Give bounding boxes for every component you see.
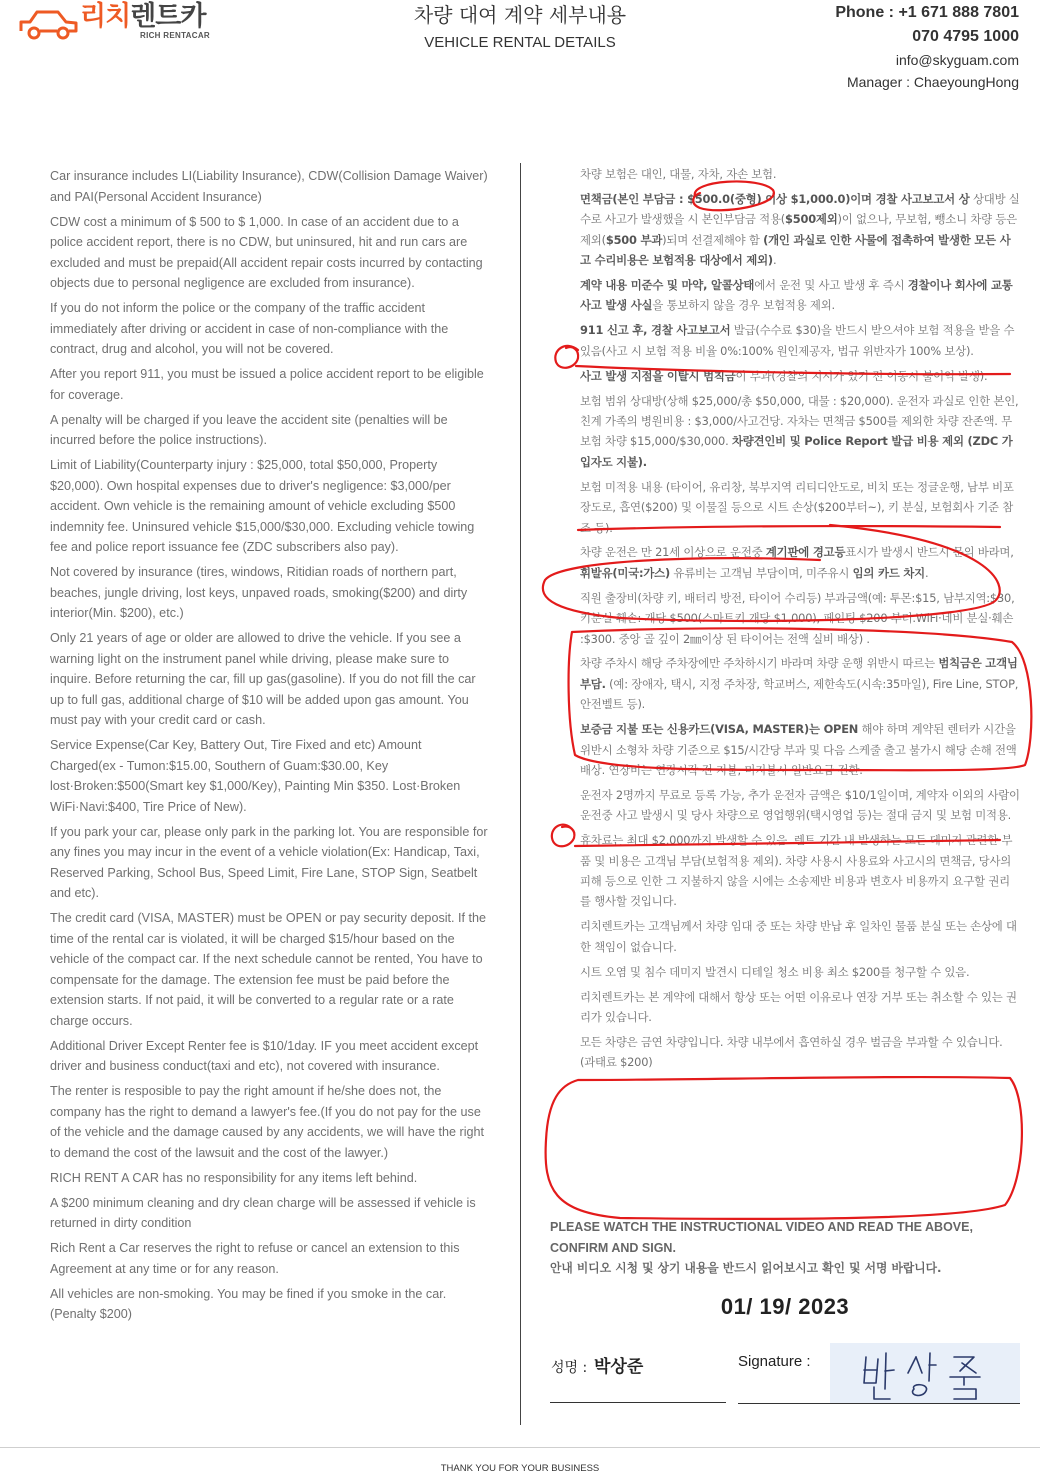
term-ko: 911 신고 후, 경찰 사고보고서 발급(수수료 $30)을 반드시 받으셔야 보험 적용을 받을 수 있음(사고 시 보험 적용 비율 0%:100% 원인제공자, 법규 위반자가 100% 보상). bbox=[580, 323, 1015, 358]
term-ko: 리치렌트카는 본 계약에 대해서 항상 또는 어떤 이유로나 연장 거부 또는 취소할 수 있는 권리가 있습니다. bbox=[580, 989, 1017, 1024]
acknowledgement bbox=[550, 1217, 1020, 1279]
term-ko: 보증금 지불 또는 신용카드(VISA, MASTER)는 OPEN 해야 하며 계약된 렌터카 시간을 위반시 소형차 차량 기준으로 $15/시간당 부과 및 다음 스케줄 출고 불가시 해당 손해 전액 배상. 연장비는 연장시작 전 지불, 미지불시 일반요금 전환. bbox=[580, 722, 1017, 777]
manager: Manager : ChaeyoungHong bbox=[846, 74, 1019, 90]
ack-ko: 안내 비디오 시청 및 상기 내용을 반드시 읽어보시고 확인 및 서명 바랍니다. bbox=[550, 1261, 942, 1275]
phone-primary: Phone : +1 671 888 7801 bbox=[835, 4, 1019, 21]
term-en: The renter is resposible to pay the right amount if he/she does not, the company has the right to demand a lawyer's fee.(If you do not pay for the use of the vehicle and the damage caused by any accidents, we will have the right to demand the cost of the lawsuit and the cost of the lawyer.) bbox=[50, 1084, 485, 1160]
term-en: Car insurance includes LI(Liability Insurance), CDW(Collision Damage Waiver) and PAI(Personal Accident Insurance) bbox=[50, 169, 488, 204]
term-ko: 사고 발생 지점을 이탈시 범칙금이 부과(경찰의 지시가 있기 전 이동시 불이익 발생). bbox=[580, 368, 988, 383]
contact-block bbox=[835, 4, 1019, 90]
term-ko: 계약 내용 미준수 및 마약, 알콜상태에서 운전 및 사고 발생 후 즉시 경찰이나 회사에 교통 사고 발생 사실을 통보하지 않을 경우 보험적용 제외. bbox=[580, 278, 1013, 313]
term-en: Not covered by insurance (tires, windows, Ritidian roads of northern part, beaches, jungle driving, lost keys, unpaved roads, smoking($200) and dirty interior(Min. $200), etc.) bbox=[50, 565, 468, 620]
name-label: 성명 : bbox=[551, 1360, 588, 1376]
email: info@skyguam.com bbox=[895, 52, 1019, 68]
oval-liability-smoking bbox=[546, 1077, 1022, 1219]
column-divider bbox=[520, 163, 521, 1425]
brand-name-ko: 리치렌트카 bbox=[80, 1, 206, 32]
term-ko: 직원 출장비(차량 키, 배터리 방전, 타이어 수리등) 부과금액(예: 투몬:$15, 남부지역:$30, 키분실·훼손: 개당 $500(스마트키 개당 $1,000), 페인팅 $200 부터.WiFi·네비 분실·훼손 :$300. 중앙 골 깊이 2㎜이상 된 타이어는 전액 실비 배상) . bbox=[580, 590, 1015, 646]
signed-date: 01/ 19/ 2023 bbox=[720, 1294, 850, 1319]
ack-en-line2: CONFIRM AND SIGN. bbox=[550, 1240, 676, 1255]
term-ko: 운전자 2명까지 무료로 등록 가능, 추가 운전자 금액은 $10/1일이며, 계약자 이외의 사람이 운전중 사고 발생시 및 당사 차량으로 영업행위(택시영업 등)는 절대 금지 및 보험 미적용. bbox=[580, 787, 1020, 823]
brand-name-en: RICH RENTACAR bbox=[140, 31, 210, 40]
term-en: If you do not inform the police or the company of the traffic accident immediately after driving or accident in case of non-compliance with the contract, drug and alcohol, you will not be covered. bbox=[50, 301, 449, 356]
term-ko: 보험 미적용 내용 (타이어, 유리창, 북부지역 리티디안도로, 비치 또는 정글운행, 남부 비포장도로, 흡연($200) 및 이물질 등으로 시트 손상($200부터~), 키 분실, 보험회사 기준 참조 등). bbox=[580, 479, 1014, 535]
title-en: VEHICLE RENTAL DETAILS bbox=[424, 34, 616, 51]
footer-text: THANK YOU FOR YOUR BUSINESS bbox=[440, 1463, 600, 1474]
term-ko: 차량 운전은 만 21세 이상으로 운전중 계기판에 경고등표시가 발생시 반드시 문의 바라며, 휘발유(미국:가스) 유류비는 고객님 부담이며, 미주유시 임의 카드 차지. bbox=[580, 545, 1014, 580]
ack-en-line1: PLEASE WATCH THE INSTRUCTIONAL VIDEO AND READ THE ABOVE, bbox=[550, 1220, 973, 1234]
term-ko: 모든 차량은 금연 차량입니다. 차량 내부에서 흡연하실 경우 벌금을 부과할 수 있습니다. (과태료 $200) bbox=[580, 1034, 1003, 1070]
term-ko: 차량 주차시 해당 주차장에만 주차하시기 바라며 차량 운행 위반시 따르는 범칙금은 고객님 부담. (예: 장애자, 택시, 지정 주차장, 학교버스, 제한속도(시속:35마일), Fire Line, STOP, 안전벨트 등). bbox=[580, 656, 1019, 712]
term-en: A penalty will be charged if you leave the accident site (penalties will be incurred before the police instructions). bbox=[50, 412, 448, 447]
term-en: Limit of Liability(Counterparty injury : $25,000, total $50,000, Property $20,000). Own hospital expenses due to driver's negligence: $3,000/per accident. Own vehicle is the remaining amount of vehicle excluding $500 indemnity fee. Uninsured vehicle $15,000/$30,000. Excluding vehicle towing fee and police report issuance fee (ZDC subscribers also pay). bbox=[50, 458, 475, 554]
term-ko: 면책금(본인 부담금 : $500.0(중형) 이상 $1,000.0)이며 경찰 사고보고서 상 상대방 실수로 사고가 발생했을 시 본인부담금 적용($500제외)이 없으나, 무보험, 뺑소니 차량 등은 제외($500 부과)되며 선결제해야 함 (개인 과실로 인한 사물에 접촉하여 발생한 모든 사고 수리비용은 보험적용 대상에서 제외). bbox=[580, 191, 1020, 268]
handwritten-signature bbox=[830, 1343, 1020, 1403]
term-en: Service Expense(Car Key, Battery Out, Tire Fixed and etc) Amount Charged(ex - Tumon:$15.00, Southern of Guam:$30.00, Key lost·Broken:$500(Smart key $1,000/Key), Painting Min $350. Lost·Broken WiFi·Navi:$400, Tire Price of New). bbox=[50, 738, 461, 814]
renter-name: 박상준 bbox=[594, 1357, 644, 1377]
term-en: Rich Rent a Car reserves the right to refuse or cancel an extension to this Agreement at any time or for any reason. bbox=[50, 1241, 460, 1276]
terms-english bbox=[50, 166, 490, 1329]
title-ko: 차량 대여 계약 세부내용 bbox=[413, 3, 627, 27]
term-ko: 차량 보험은 대인, 대물, 자차, 자손 보험. bbox=[580, 167, 777, 181]
term-ko: 휴차료는 최대 $2,000까지 발생할 수 있음. 렌트 기간 내 발생하는 모든 데미지 관련한 부품 및 비용은 고객님 부담(보험적용 제외). 차량 사용시 사용료와 사고시의 면책금, 당사의 피해 등으로 인한 그 지불하지 않을 시에는 소송제반 비용과 변호사 비용까지 요구할 권리를 행사할 것입니다. bbox=[580, 833, 1013, 909]
signature-label: Signature : bbox=[738, 1353, 811, 1370]
term-en: Only 21 years of age or older are allowed to drive the vehicle. If you see a warning light on the instrument panel while driving, please make sure to inquire. Before returning the car, fill up gas(gasoline). If you do not fill the car up to full gas, additional charge of $10 will be added upon gas amount. You must pay with your credit card or cash. bbox=[50, 631, 476, 727]
term-en: CDW cost a minimum of $ 500 to $ 1,000. In case of an accident due to a police accident report, there is no CDW, but uninsured, hit and run cars are excluded and must be prepaid(All accident repair costs incurred by contacting objects due to personal negligence are excluded from insurance). bbox=[50, 214, 483, 290]
term-en: After you report 911, you must be issued a police accident report to be eligible for coverage. bbox=[50, 367, 484, 402]
term-en: RICH RENT A CAR has no responsibility for any items left behind. bbox=[50, 1170, 418, 1185]
term-en: All vehicles are non-smoking. You may be fined if you smoke in the car. (Penalty $200) bbox=[50, 1286, 447, 1321]
term-en: Additional Driver Except Renter fee is $10/1day. IF you meet accident except driver and business conduct(taxi and etc), not covered with insurance. bbox=[50, 1038, 479, 1073]
term-ko: 보험 범위 상대방(상해 $25,000/총 $50,000, 대물 : $20,000). 운전자 과실로 인한 본인, 친계 가족의 병원비용 : $3,000/사고건당. 자차는 면책금 $500를 제외한 차량 잔존액. 무보험 차량 $15,000/$30,000. 차량견인비 및 Police Report 발급 비용 제외 (ZDC 가입자도 지불). bbox=[580, 393, 1019, 469]
name-underline bbox=[550, 1402, 726, 1403]
phone-secondary: 070 4795 1000 bbox=[912, 28, 1019, 45]
circle-911-mark bbox=[555, 346, 578, 368]
signature-underline bbox=[738, 1403, 1020, 1404]
term-en: If you park your car, please only park in the parking lot. You are responsible for any fines you may incur in the event of a vehicle violation(Ex: Handicap, Taxi, Reserved Parking, School Bus, Speed Limit, Fire Lane, STOP Sign, Seatbelt and etc). bbox=[50, 824, 488, 900]
term-en: A $200 minimum cleaning and dry clean charge will be assessed if vehicle is returned in dirty condition bbox=[50, 1195, 476, 1230]
terms-korean bbox=[580, 164, 1020, 1077]
term-en: The credit card (VISA, MASTER) must be OPEN or pay security deposit. If the time of the rental car is violated, it will be charged $15/hour based on the vehicle of the compact car. If the next schedule cannot be rented, You have to compensate for the damage. The extension fee must be paid before the extension starts. If not paid, it will be converted to a regular rate or a rate charge occurs. bbox=[50, 911, 487, 1028]
signature-field[interactable] bbox=[830, 1343, 1020, 1403]
circle-deposit-mark bbox=[552, 825, 575, 847]
footer-divider bbox=[0, 1447, 1040, 1448]
term-ko: 시트 오염 및 침수 데미지 발견시 디테일 청소 비용 최소 $200를 청구할 수 있음. bbox=[580, 964, 970, 979]
term-ko: 리치렌트카는 고객님께서 차량 임대 중 또는 차량 반납 후 일차인 물품 분실 또는 손상에 대한 책임이 없습니다. bbox=[580, 919, 1017, 954]
